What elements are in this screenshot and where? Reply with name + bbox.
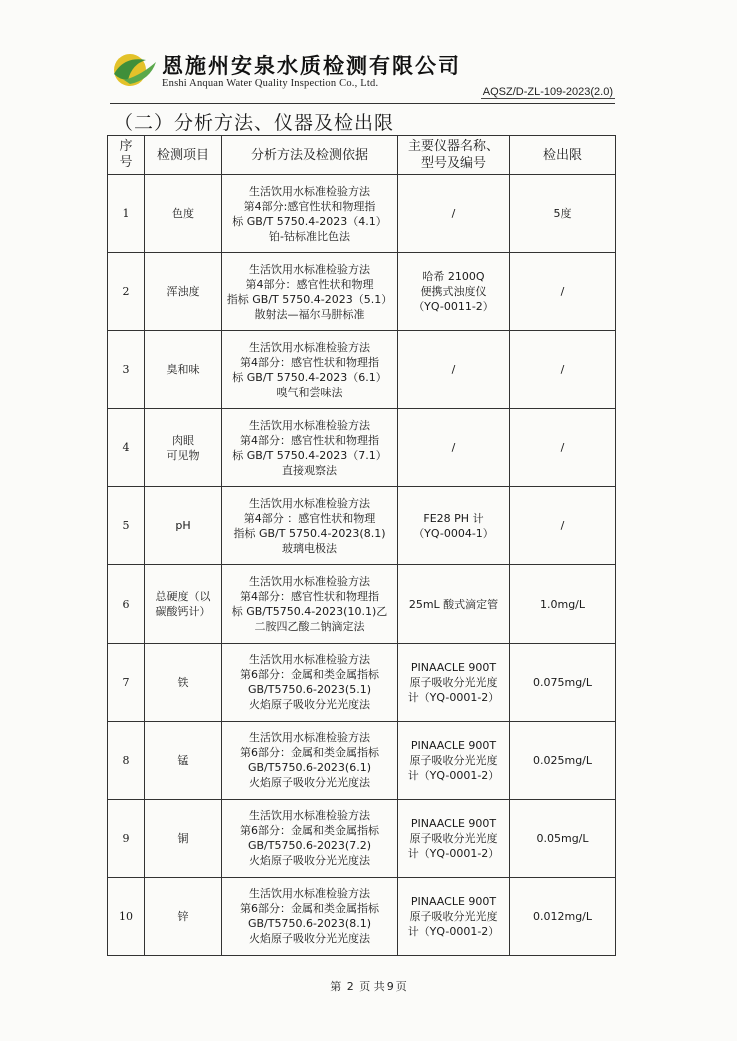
detection-limit: 0.025mg/L — [510, 721, 616, 799]
header-method: 分析方法及检测依据 — [222, 136, 398, 175]
method-line: 第6部分：金属和类金属指标 — [240, 902, 379, 916]
instrument — [398, 253, 510, 331]
method-line: 生活饮用水标准检验方法 — [249, 418, 370, 432]
test-item-line: 臭和味 — [166, 363, 200, 377]
method-line: 第6部分：金属和类金属指标 — [240, 824, 379, 838]
letterhead — [110, 44, 615, 104]
instrument — [398, 721, 510, 799]
instrument-line: 原子吸收分光光度 — [409, 753, 498, 767]
test-item — [145, 565, 222, 643]
header-item: 检测项目 — [145, 136, 222, 175]
instrument — [398, 643, 510, 721]
row-number: 6 — [108, 565, 145, 643]
instrument — [398, 877, 510, 955]
instrument-line: （YQ-0004-1） — [413, 526, 494, 540]
method-line: 生活饮用水标准检验方法 — [249, 340, 370, 354]
analysis-method — [222, 721, 398, 799]
method-line: 铂-钴标准比色法 — [269, 229, 350, 243]
detection-limit: 0.012mg/L — [510, 877, 616, 955]
table-row — [108, 643, 616, 721]
row-number: 3 — [108, 331, 145, 409]
method-line: 生活饮用水标准检验方法 — [249, 731, 370, 745]
detection-limit: 0.05mg/L — [510, 799, 616, 877]
method-line: 生活饮用水标准检验方法 — [249, 653, 370, 667]
header-no-label: 序号 — [119, 139, 133, 170]
footer-suffix: 页 — [395, 980, 407, 993]
analysis-method — [222, 409, 398, 487]
method-line: 玻璃电极法 — [282, 541, 337, 555]
instrument-line: 计（YQ-0001-2） — [407, 690, 500, 704]
instrument-line: （YQ-0011-2） — [413, 300, 494, 314]
method-line: 散射法—福尔马肼标准 — [254, 307, 365, 321]
row-number: 5 — [108, 487, 145, 565]
table-row — [108, 487, 616, 565]
header-instrument-label: 主要仪器名称、型号及编号 — [407, 139, 499, 171]
analysis-method — [222, 253, 398, 331]
method-line: 生活饮用水标准检验方法 — [249, 184, 370, 198]
instrument-line: PINAACLE 900T — [410, 738, 497, 752]
analysis-method — [222, 643, 398, 721]
method-line: 第4部分：感官性状和物理 — [245, 277, 374, 291]
instrument-line: PINAACLE 900T — [410, 894, 497, 908]
instrument — [398, 409, 510, 487]
method-line: 第6部分：金属和类金属指标 — [240, 668, 379, 682]
instrument — [398, 565, 510, 643]
method-line: GB/T5750.6-2023(7.2) — [247, 839, 372, 853]
test-item-line: 锰 — [177, 753, 189, 767]
analysis-method — [222, 331, 398, 409]
footer-prefix: 第 — [330, 980, 342, 993]
row-number: 2 — [108, 253, 145, 331]
method-line: 火焰原子吸收分光光度法 — [249, 932, 370, 946]
detection-limit: / — [510, 331, 616, 409]
test-item — [145, 877, 222, 955]
instrument-line: 计（YQ-0001-2） — [407, 846, 500, 860]
test-item — [145, 253, 222, 331]
instrument-line: 25mL 酸式滴定管 — [408, 597, 499, 611]
method-line: 指标 GB/T 5750.4-2023(8.1) — [233, 526, 386, 540]
table-row — [108, 721, 616, 799]
test-item-line: 锌 — [177, 909, 189, 923]
company-logo-icon — [110, 50, 160, 88]
method-line: 指标 GB/T 5750.4-2023（5.1） — [226, 292, 393, 306]
document-code: AQSZ/D-ZL-109-2023(2.0) — [482, 86, 613, 98]
row-number: 1 — [108, 175, 145, 253]
table-row — [108, 799, 616, 877]
instrument-line: 原子吸收分光光度 — [409, 831, 498, 845]
instrument-line: 原子吸收分光光度 — [409, 909, 498, 923]
method-line: 火焰原子吸收分光光度法 — [249, 776, 370, 790]
analysis-method — [222, 175, 398, 253]
instrument-line: PINAACLE 900T — [410, 816, 497, 830]
instrument-line: 原子吸收分光光度 — [409, 675, 498, 689]
table-row — [108, 175, 616, 253]
instrument-line: 便携式浊度仪 — [420, 285, 487, 299]
method-line: GB/T5750.6-2023(6.1) — [247, 761, 372, 775]
instrument-line: / — [451, 441, 456, 455]
test-item — [145, 799, 222, 877]
header-no — [108, 136, 145, 175]
method-line: 第4部分 ：感官性状和物理 — [243, 511, 376, 525]
method-line: 标 GB/T5750.4-2023(10.1)乙 — [231, 605, 388, 619]
header-divider — [110, 103, 615, 104]
test-item-line: 浑浊度 — [166, 285, 200, 299]
page-footer — [0, 978, 737, 994]
instrument — [398, 487, 510, 565]
detection-limit: / — [510, 487, 616, 565]
analysis-method — [222, 799, 398, 877]
method-line: 二胺四乙酸二钠滴定法 — [254, 620, 365, 634]
test-item-line: 肉眼 — [172, 433, 194, 447]
row-number: 4 — [108, 409, 145, 487]
method-line: 标 GB/T 5750.4-2023（4.1） — [232, 214, 387, 228]
test-item-line: 总硬度（以 — [155, 590, 211, 604]
method-line: 嗅气和尝味法 — [276, 385, 343, 399]
methods-table — [107, 135, 616, 956]
method-line: 第4部分:感官性状和物理指 — [243, 199, 376, 213]
header-instrument — [398, 136, 510, 175]
test-item — [145, 175, 222, 253]
instrument-line: FE28 PH 计 — [423, 511, 484, 525]
method-line: 生活饮用水标准检验方法 — [249, 887, 370, 901]
test-item-line: 可见物 — [166, 448, 200, 462]
row-number: 10 — [108, 877, 145, 955]
test-item-line: pH — [175, 519, 191, 533]
row-number: 7 — [108, 643, 145, 721]
instrument — [398, 175, 510, 253]
instrument-line: / — [451, 363, 456, 377]
method-line: 标 GB/T 5750.4-2023（6.1） — [232, 370, 387, 384]
analysis-method — [222, 877, 398, 955]
test-item-line: 碳酸钙计） — [155, 605, 211, 619]
test-item-line: 铁 — [177, 675, 189, 689]
method-line: 第6部分：金属和类金属指标 — [240, 746, 379, 760]
method-line: 第4部分：感官性状和物理指 — [240, 590, 379, 604]
method-line: 火焰原子吸收分光光度法 — [249, 854, 370, 868]
method-line: 直接观察法 — [282, 463, 337, 477]
footer-total-pages: 9 — [386, 980, 394, 993]
company-name-en: Enshi Anquan Water Quality Inspection Co., Ltd. — [162, 78, 379, 89]
method-line: 第4部分：感官性状和物理指 — [240, 355, 379, 369]
analysis-method — [222, 487, 398, 565]
method-line: 生活饮用水标准检验方法 — [249, 262, 370, 276]
instrument-line: 计（YQ-0001-2） — [407, 768, 500, 782]
instrument-line: PINAACLE 900T — [410, 660, 497, 674]
method-line: GB/T5750.6-2023(8.1) — [247, 917, 372, 931]
detection-limit: / — [510, 409, 616, 487]
header-limit: 检出限 — [510, 136, 616, 175]
method-line: 生活饮用水标准检验方法 — [249, 575, 370, 589]
instrument — [398, 331, 510, 409]
company-name-cn: 恩施州安泉水质检测有限公司 — [162, 53, 461, 78]
footer-mid: 页 共 — [359, 980, 385, 993]
table-row — [108, 331, 616, 409]
method-line: 第4部分：感官性状和物理指 — [240, 433, 379, 447]
table-row — [108, 409, 616, 487]
method-line: 生活饮用水标准检验方法 — [249, 496, 370, 510]
test-item — [145, 487, 222, 565]
test-item — [145, 721, 222, 799]
test-item-line: 色度 — [172, 207, 194, 221]
instrument-line: / — [451, 207, 456, 221]
method-line: 标 GB/T 5750.4-2023（7.1） — [232, 448, 387, 462]
analysis-method — [222, 565, 398, 643]
row-number: 9 — [108, 799, 145, 877]
footer-page-number: 2 — [346, 980, 354, 993]
table-row — [108, 253, 616, 331]
method-line: GB/T5750.6-2023(5.1) — [247, 683, 372, 697]
instrument-line: 哈希 2100Q — [422, 270, 485, 284]
method-line: 火焰原子吸收分光光度法 — [249, 698, 370, 712]
table-row — [108, 877, 616, 955]
instrument-line: 计（YQ-0001-2） — [407, 924, 500, 938]
test-item — [145, 409, 222, 487]
test-item — [145, 643, 222, 721]
instrument — [398, 799, 510, 877]
test-item — [145, 331, 222, 409]
table-header-row — [108, 136, 616, 175]
section-title: （二）分析方法、仪器及检出限 — [114, 112, 395, 134]
table-row — [108, 565, 616, 643]
detection-limit: 5度 — [510, 175, 616, 253]
row-number: 8 — [108, 721, 145, 799]
detection-limit: / — [510, 253, 616, 331]
detection-limit: 0.075mg/L — [510, 643, 616, 721]
method-line: 生活饮用水标准检验方法 — [249, 809, 370, 823]
detection-limit: 1.0mg/L — [510, 565, 616, 643]
test-item-line: 铜 — [177, 831, 189, 845]
